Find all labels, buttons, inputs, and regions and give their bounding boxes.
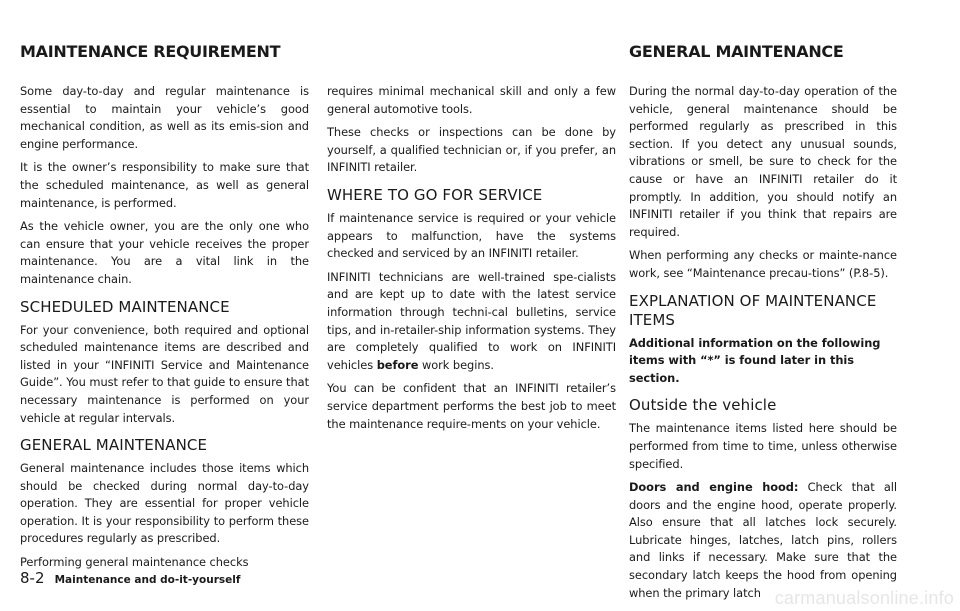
paragraph: For your convenience, both required and optional scheduled maintenance items are described and listed in your “INFINITI Service and Maintenance Guide”. You must refer to that guide to ensure that necessary maintenance is performed on your vehicle at regular intervals. [20,322,309,425]
section-heading-explanation-of-maintenance-items: EXPLANATION OF MAINTENANCE ITEMS [629,291,877,329]
paragraph: These checks or inspections can be done by yourself, a qualified technician or, if you prefer, an INFINITI retailer. [327,125,616,175]
section-heading-scheduled-maintenance: SCHEDULED MAINTENANCE [20,297,230,316]
emphasis-before: before [376,357,419,372]
paragraph: General maintenance includes those items which should be checked during normal day-to-day operation. They are essential for proper vehicle operation. It is your responsibility to perform these procedures regularly as prescribed. [20,461,309,546]
page-number: 8-2 [20,569,45,587]
paragraph: requires minimal mechanical skill and only a few general automotive tools. [327,84,616,116]
paragraph: Performing general maintenance checks [20,555,249,570]
column-3 [629,83,897,608]
paragraph-text: INFINITI technicians are well-trained spe-cialists and are kept up to date with the latest service information through techni-cal bulletins, service tips, and in-retailer-ship information systems. They are completely qualified to work on INFINITI vehicles [327,269,616,372]
paragraph [327,269,616,375]
footer-section-title: Maintenance and do-it-yourself [54,574,241,586]
note-paragraph: Additional information on the following items with “*” is found later in this section. [629,335,881,385]
section-heading-where-to-go-for-service: WHERE TO GO FOR SERVICE [327,185,543,204]
paragraph: Some day-to-day and regular maintenance is essential to maintain your vehicle’s good mechanical condition, as well as its emis-sion and engine performance. [20,84,309,151]
section-heading-outside-the-vehicle: Outside the vehicle [629,396,777,415]
column-1 [20,83,309,578]
term-doors-and-engine-hood: Doors and engine hood: [629,480,799,495]
page-footer [20,568,240,587]
paragraph: During the normal day-to-day operation of the vehicle, general maintenance should be performed regularly as prescribed in this section. If you detect any unusual sounds, vibrations or smell, be sure to check for the cause or have an INFINITI retailer do it promptly. In addition, you should notify an INFINITI retailer if you think that repairs are required. [629,84,897,239]
section-heading-general-maintenance: GENERAL MAINTENANCE [20,436,208,455]
paragraph: If maintenance service is required or your vehicle appears to malfunction, have the systems checked and serviced by an INFINITI retailer. [327,210,616,261]
paragraph: The maintenance items listed here should be performed from time to time, unless otherwise specified. [629,421,897,471]
column-2 [327,83,616,439]
paragraph [629,479,897,602]
watermark: carmanualsonline.info [774,588,954,608]
paragraph: It is the owner’s responsibility to make sure that the scheduled maintenance, as well as general maintenance, is performed. [20,160,309,210]
paragraph-text: Check that all doors and the engine hood, operate properly. Also ensure that all latches lock securely. Lubricate hinges, latches, latch pins, rollers and links if necessary. Make sure that the secondary latch keeps the hood from opening when the primary latch [629,480,897,600]
paragraph: You can be confident that an INFINITI retailer’s service department performs the best job to meet the maintenance require-ments on your vehicle. [327,381,616,431]
paragraph: As the vehicle owner, you are the only one who can ensure that your vehicle receives the proper maintenance. You are a vital link in the maintenance chain. [20,219,309,286]
paragraph: When performing any checks or mainte-nance work, see “Maintenance precau-tions” (P.8-5). [629,248,897,280]
paragraph-text: work begins. [421,357,494,372]
page-heading-general-maintenance: GENERAL MAINTENANCE [629,42,844,61]
page-heading-maintenance-requirement: MAINTENANCE REQUIREMENT [20,42,281,61]
